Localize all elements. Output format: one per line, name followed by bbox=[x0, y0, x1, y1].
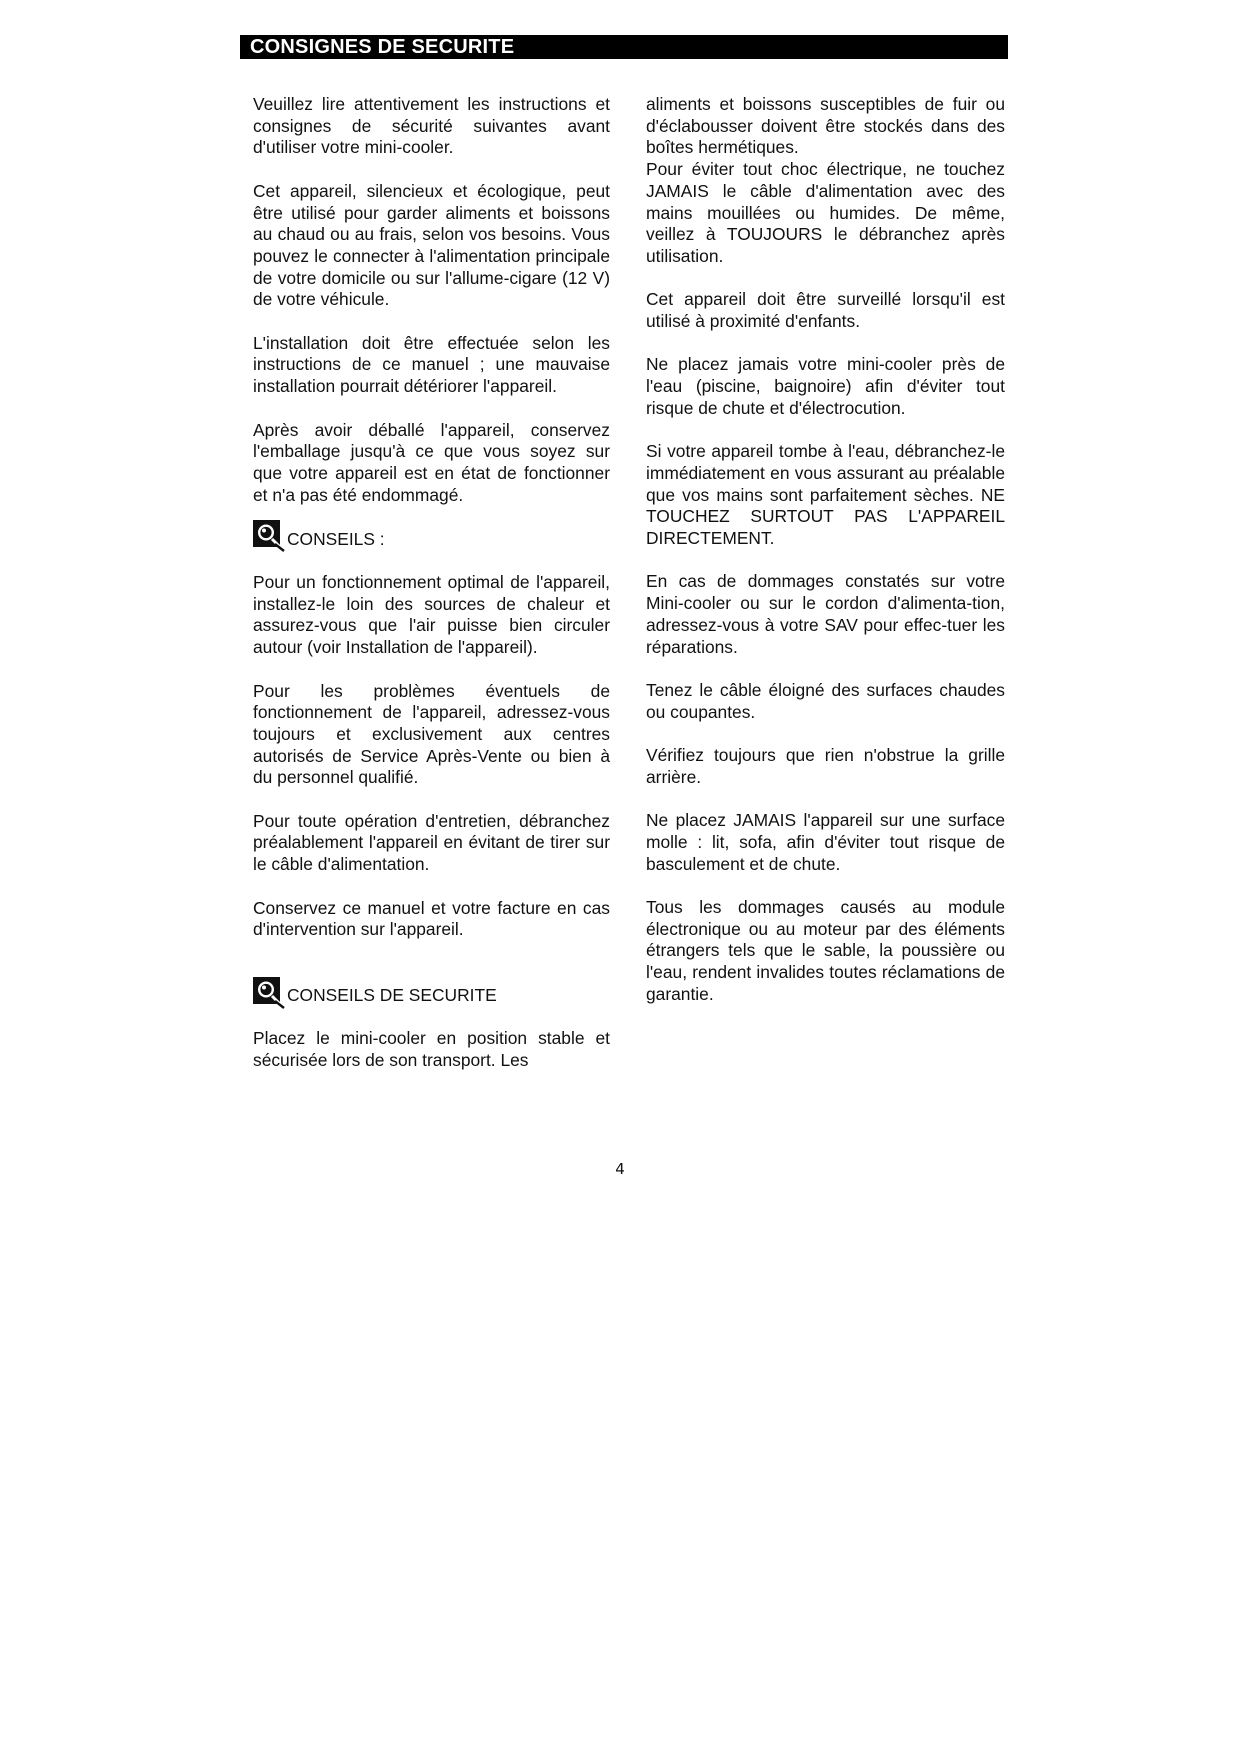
safety-paragraph: Ne placez JAMAIS l'appareil sur une surface molle : lit, sofa, afin d'éviter tout risque de basculement et de chute. bbox=[646, 810, 1005, 874]
intro-paragraph: Cet appareil, silencieux et écologique, peut être utilisé pour garder aliments et boissons au chaud ou au frais, selon vos besoins. Vous pouvez le connecter à l'alimentation principale de votre domicile ou sur l'allume-cigare (12 V) de votre véhicule. bbox=[253, 180, 610, 310]
conseils-heading-label: CONSEILS : bbox=[287, 528, 385, 549]
intro-paragraph: Veuillez lire attentivement les instructions et consignes de sécurité suivantes avant d'utiliser votre mini-cooler. bbox=[253, 94, 610, 158]
intro-paragraph: Après avoir déballé l'appareil, conservez l'emballage jusqu'à ce que vous soyez sur que votre appareil est en état de fonctionner et n'a pas été endommagé. bbox=[253, 419, 610, 505]
conseil-paragraph: Pour un fonctionnement optimal de l'appareil, installez-le loin des sources de chaleur et assurez-vous que l'air puisse bien circuler autour (voir Installation de l'appareil). bbox=[253, 572, 610, 658]
conseil-paragraph: Pour toute opération d'entretien, débranchez préalablement l'appareil en évitant de tirer sur le câble d'alimentation. bbox=[253, 810, 610, 875]
section-title: CONSIGNES DE SECURITE bbox=[240, 35, 1008, 59]
left-column bbox=[253, 94, 610, 1072]
conseil-paragraph: Conservez ce manuel et votre facture en cas d'intervention sur l'appareil. bbox=[253, 897, 610, 940]
safety-paragraph: Cet appareil doit être surveillé lorsqu'il est utilisé à proximité d'enfants. bbox=[646, 289, 1005, 332]
right-column bbox=[646, 94, 1005, 1005]
magnifier-icon bbox=[253, 520, 283, 550]
safety-paragraph: Si votre appareil tombe à l'eau, débranchez-le immédiatement en vous assurant au préalable que vos mains sont parfaitement sèches. NE TOUCHEZ SURTOUT PAS L'APPAREIL DIRECTEMENT. bbox=[646, 441, 1005, 549]
intro-paragraph: L'installation doit être effectuée selon les instructions de ce manuel ; une mauvaise installation pourrait détériorer l'appareil. bbox=[253, 332, 610, 397]
safety-paragraph: Pour éviter tout choc électrique, ne touchez JAMAIS le câble d'alimentation avec des mains mouillées ou humides. De même, veillez à TOUJOURS le débranchez après utilisation. bbox=[646, 159, 1005, 266]
securite-paragraph: Placez le mini-cooler en position stable et sécurisée lors de son transport. Les bbox=[253, 1028, 610, 1070]
conseils-heading bbox=[253, 516, 610, 550]
securite-heading bbox=[253, 973, 610, 1007]
magnifier-icon bbox=[253, 977, 283, 1007]
safety-paragraph: aliments et boissons susceptibles de fuir ou d'éclabousser doivent être stockés dans des boîtes hermétiques. bbox=[646, 94, 1005, 158]
page-number: 4 bbox=[615, 1160, 625, 1178]
safety-paragraph: Tenez le câble éloigné des surfaces chaudes ou coupantes. bbox=[646, 679, 1005, 722]
securite-heading-label: CONSEILS DE SECURITE bbox=[287, 984, 497, 1005]
safety-paragraph: Ne placez jamais votre mini-cooler près de l'eau (piscine, baignoire) afin d'éviter tout risque de chute et d'électrocution. bbox=[646, 354, 1005, 418]
safety-paragraph: Vérifiez toujours que rien n'obstrue la grille arrière. bbox=[646, 745, 1005, 787]
conseil-paragraph: Pour les problèmes éventuels de fonctionnement de l'appareil, adressez-vous toujours et exclusivement aux centres autorisés de Service Après-Vente ou bien à du personnel qualifié. bbox=[253, 680, 610, 788]
safety-paragraph: En cas de dommages constatés sur votre Mini-cooler ou sur le cordon d'alimenta-tion, adressez-vous à votre SAV pour effec-tuer les réparations. bbox=[646, 571, 1005, 657]
safety-paragraph: Tous les dommages causés au module électronique ou au moteur par des éléments étrangers tels que le sable, la poussière ou l'eau, rendent invalides toutes réclamations de garantie. bbox=[646, 896, 1005, 1004]
